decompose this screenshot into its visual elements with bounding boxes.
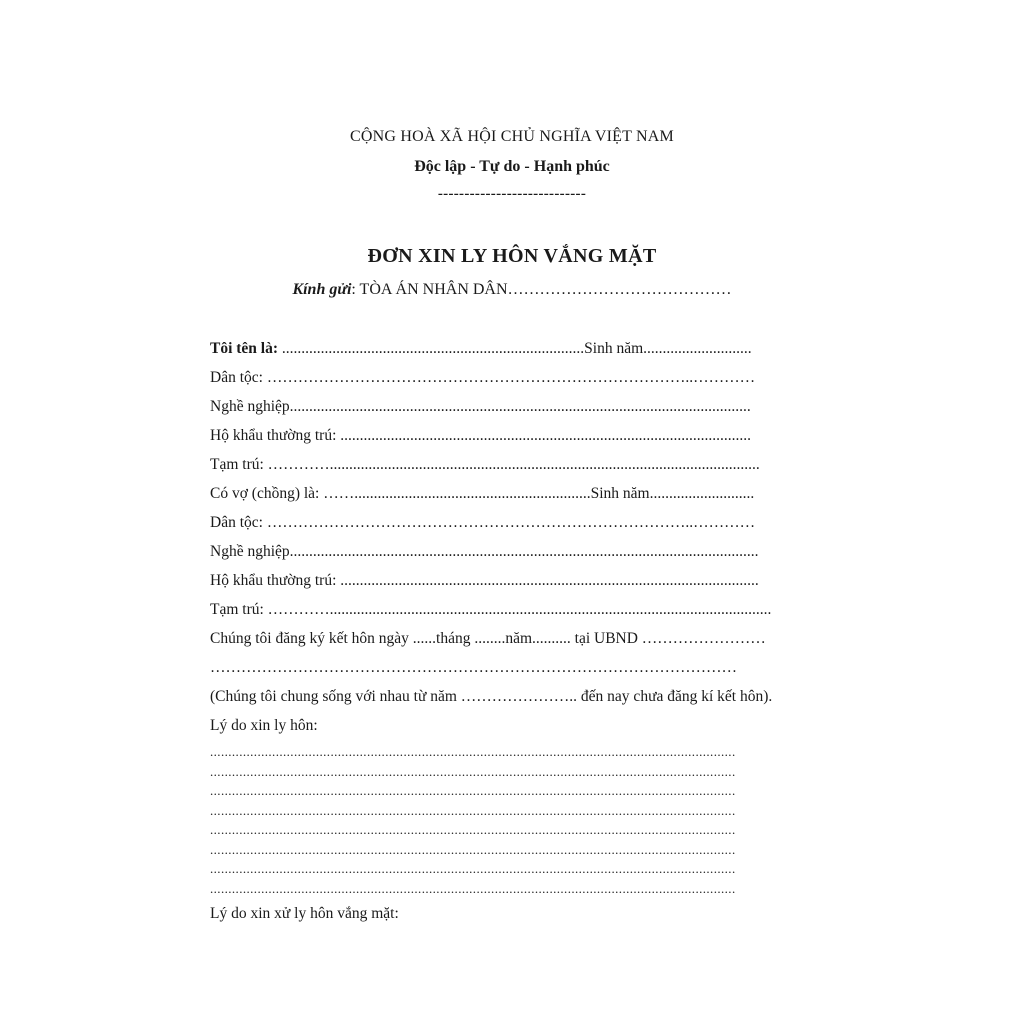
field-spouse-temporary-residence: Tạm trú: …………..................................................................................................................: [210, 601, 772, 618]
field-spouse-ethnicity: Dân tộc: ………………………………………………………………………..…………: [210, 514, 756, 531]
recipient-line: [0, 281, 1024, 299]
field-name-label: Tôi tên là:: [210, 340, 279, 357]
field-spouse-occupation: Nghề nghiệp.........................................................................................................................: [210, 543, 759, 560]
field-spouse-permanent-residence: Hộ khẩu thường trú: ............................................................................................................: [210, 572, 759, 589]
header-separator: ----------------------------: [437, 186, 587, 202]
field-marriage-registration: Chúng tôi đăng ký kết hôn ngày ......tháng ........năm.......... tại UBND ……………………: [210, 630, 766, 647]
reason-line: ................................................................................................................................................: [210, 862, 736, 876]
absent-reason-label: Lý do xin xử ly hôn vắng mặt:: [210, 905, 399, 922]
field-name-value: ..............................................................................Sinh năm............................: [278, 340, 752, 357]
reason-line: ................................................................................................................................................: [210, 803, 736, 818]
field-temporary-residence: Tạm trú: …………...............................................................................................................: [210, 456, 760, 473]
reason-line: ................................................................................................................................................: [210, 764, 736, 779]
national-title: CỘNG HOÀ XÃ HỘI CHỦ NGHĨA VIỆT NAM: [350, 128, 674, 145]
reason-line: ................................................................................................................................................: [210, 881, 736, 896]
field-occupation: Nghề nghiệp.......................................................................................................................: [210, 398, 751, 415]
form-body: [210, 339, 822, 933]
reason-line: ................................................................................................................................................: [210, 745, 736, 759]
field-permanent-residence: Hộ khẩu thường trú: ..........................................................................................................: [210, 427, 752, 444]
reason-line: ................................................................................................................................................: [210, 842, 736, 857]
reason-lines: [210, 745, 822, 901]
field-cohabitation: (Chúng tôi chung sống với nhau từ năm ………………….. đến nay chưa đăng kí kết hôn).: [210, 688, 773, 705]
recipient-text: : TÒA ÁN NHÂN DÂN……………………………………: [351, 281, 732, 298]
recipient-lead: Kính gửi: [292, 281, 352, 298]
field-name: [210, 339, 822, 368]
reason-line: ................................................................................................................................................: [210, 823, 736, 837]
document-title: ĐƠN XIN LY HÔN VẮNG MẶT: [367, 245, 657, 267]
field-marriage-registration-cont: …………………………………………………………………………………………: [210, 659, 737, 676]
reason-line: ................................................................................................................................................: [210, 784, 736, 798]
reason-label: Lý do xin ly hôn:: [210, 717, 318, 734]
national-motto: Độc lập - Tự do - Hạnh phúc: [414, 158, 610, 175]
field-ethnicity: Dân tộc: ………………………………………………………………………..…………: [210, 369, 756, 386]
field-spouse: Có vợ (chồng) là: …….............................................................Sinh năm...........................: [210, 485, 755, 502]
